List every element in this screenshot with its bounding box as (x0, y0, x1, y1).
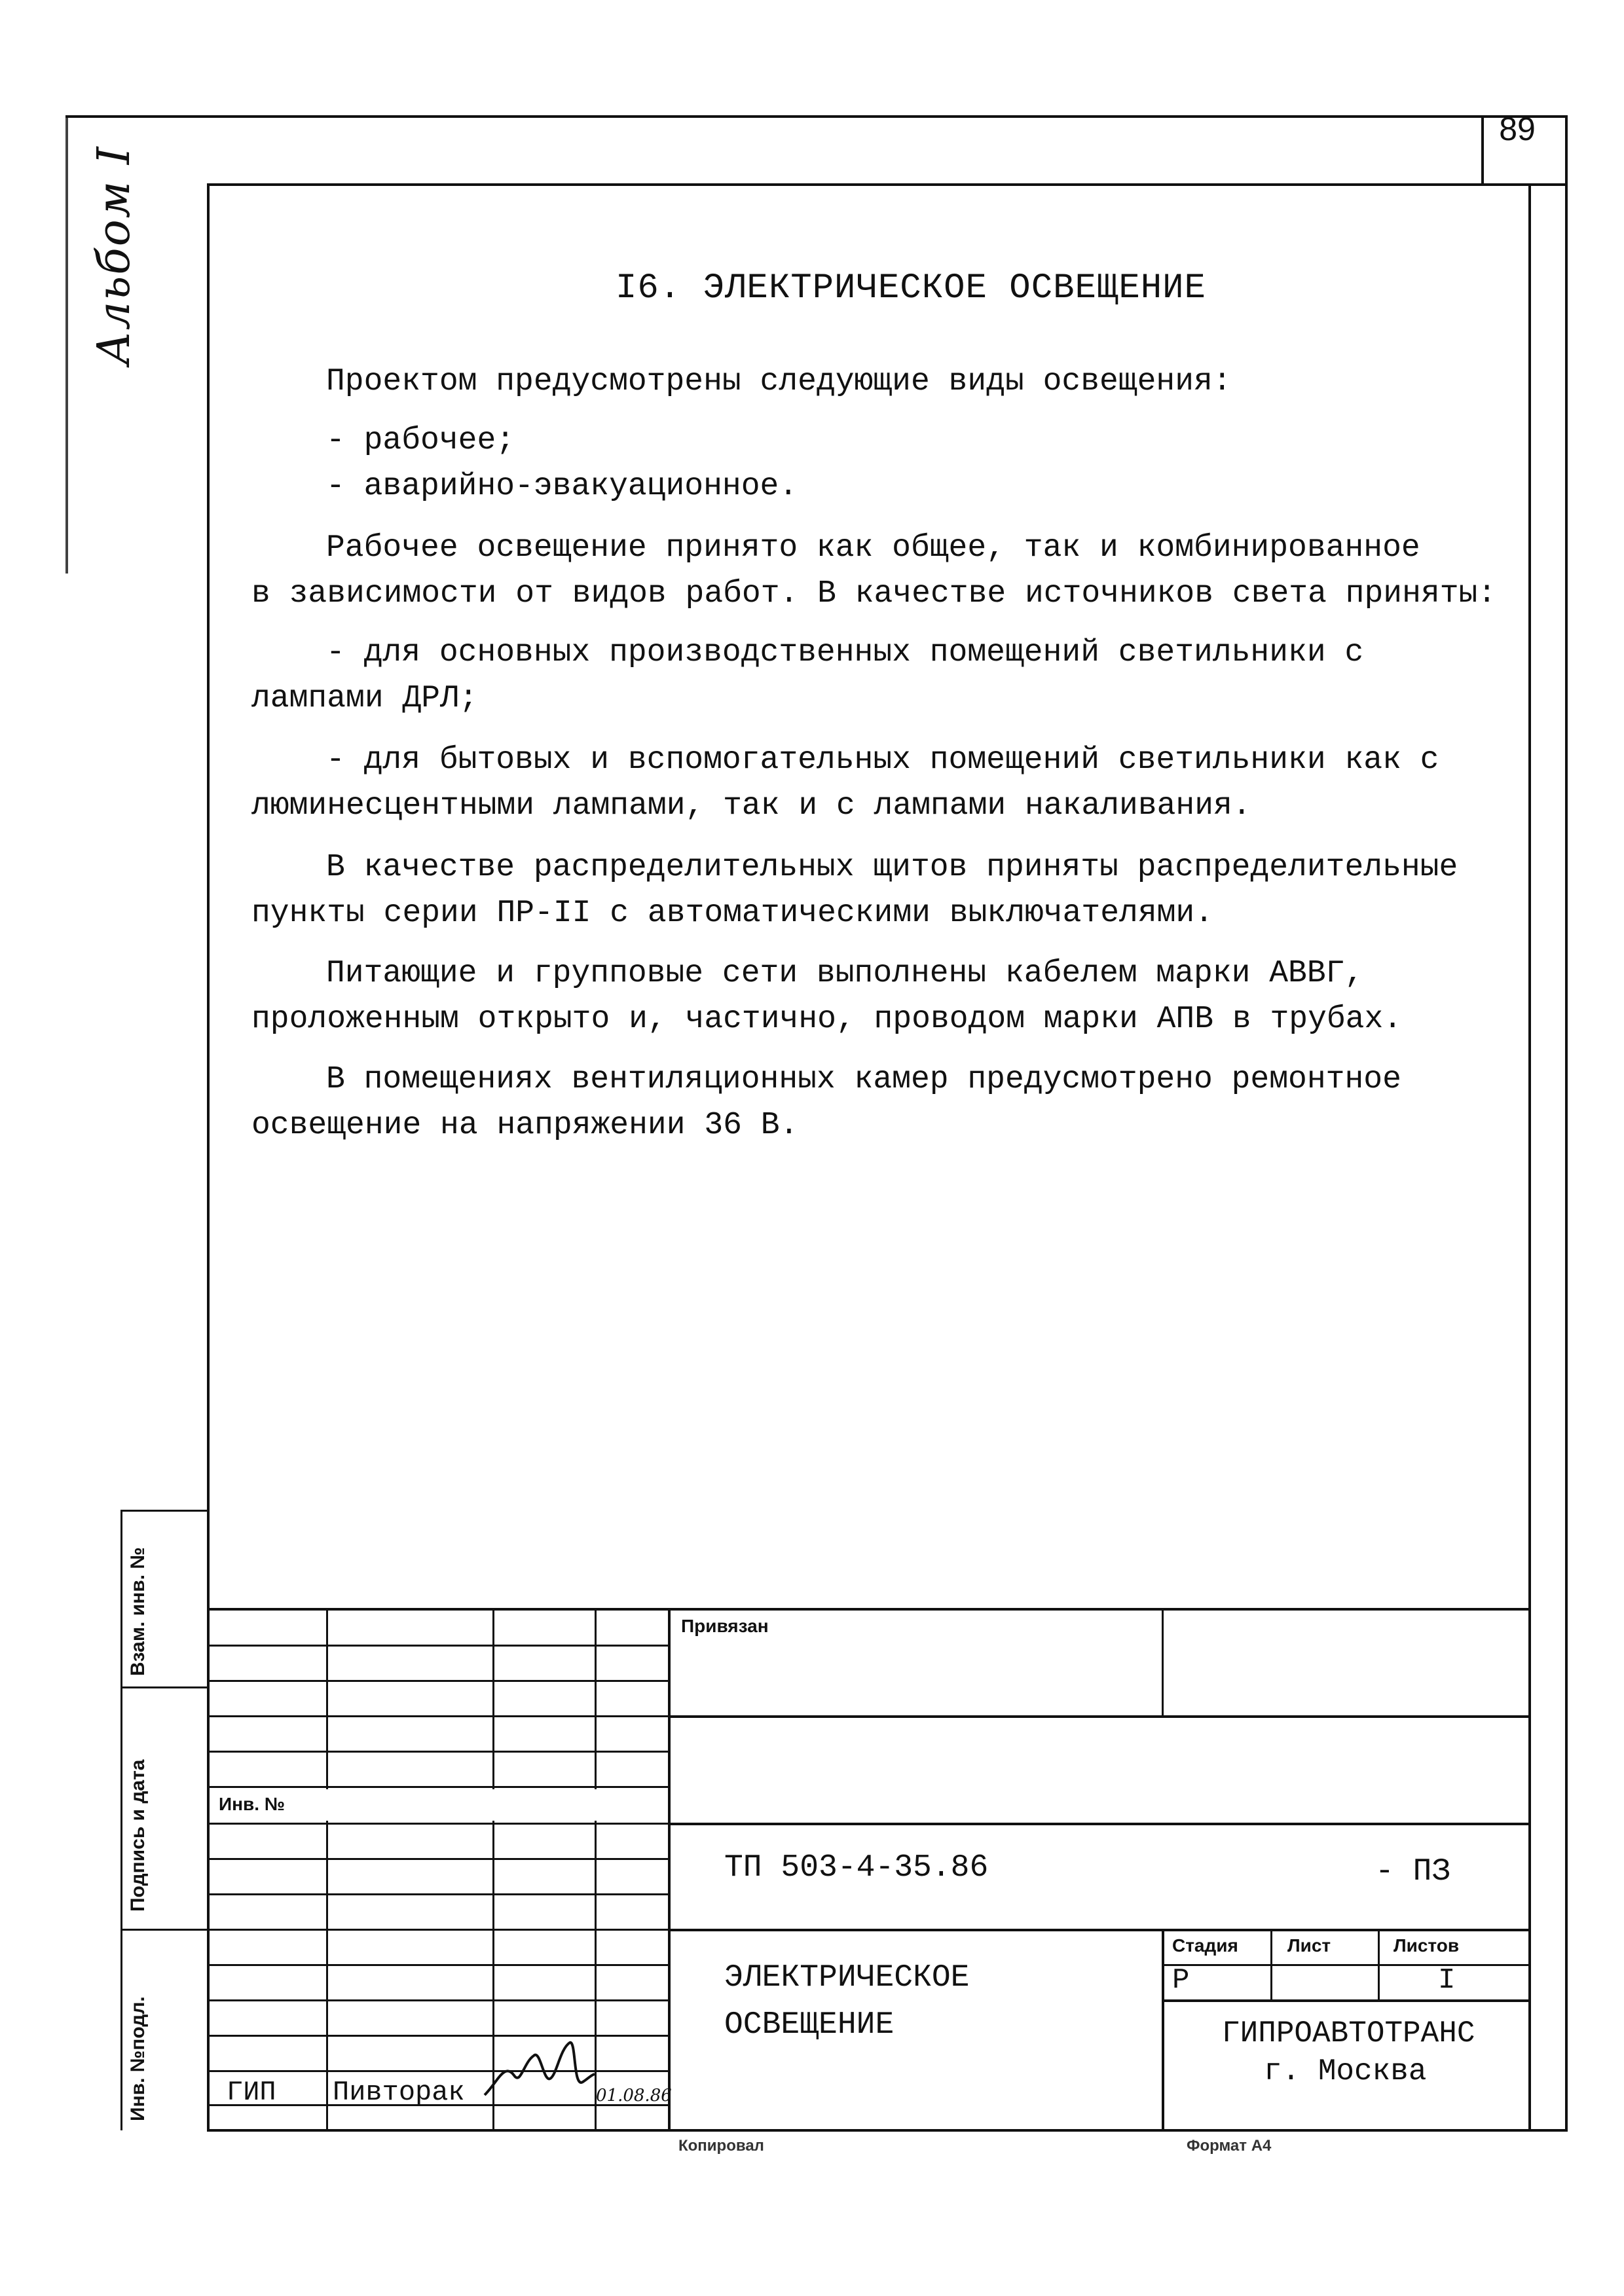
paragraph-line: пункты серии ПР-II с автоматическими выключателями. (251, 896, 1214, 931)
frame-right (1528, 183, 1531, 2130)
side-stamp-divider (120, 1686, 208, 1688)
grid-row (207, 1645, 669, 1647)
album-label: Альбом I (88, 145, 140, 365)
doc-title-line1: ЭЛЕКТРИЧЕСКОЕ (724, 1960, 970, 1995)
grid-row (207, 1858, 669, 1860)
organization-name: ГИПРОАВТОТРАНС (1222, 2016, 1475, 2050)
stage-header: Стадия (1172, 1935, 1238, 1956)
grid-row (207, 1929, 669, 1931)
inv-podl-label: Инв. №подл. (127, 1996, 149, 2121)
sheet-header: Лист (1287, 1935, 1331, 1956)
grid-row (207, 1786, 669, 1788)
stage-header-row (1162, 1964, 1530, 1966)
title-row-3 (668, 1929, 1530, 1931)
paragraph-line: проложенным открыто и, частично, проводом марки АПВ в трубах. (251, 1002, 1403, 1037)
paragraph-line: лампами ДРЛ; (251, 681, 478, 716)
grid-row (207, 1823, 669, 1825)
person-name: Пивторак (333, 2077, 465, 2108)
grid-col (326, 1608, 328, 2129)
grid-row (207, 1893, 669, 1895)
title-block-top (207, 1608, 1530, 1611)
frame-top (207, 183, 1566, 186)
role-gip: ГИП (227, 2077, 276, 2108)
paragraph-line: Проектом предусмотрены следующие виды освещения: (326, 364, 1232, 399)
frame-right-outer (1565, 115, 1568, 2132)
sheets-value: I (1438, 1964, 1456, 1997)
list-item: - для бытовых и вспомогательных помещений светильники как с (326, 742, 1439, 778)
grid-row (207, 1964, 669, 1966)
grid-col-main (668, 1608, 671, 2129)
grid-row (207, 1751, 669, 1753)
section-title: I6. ЭЛЕКТРИЧЕСКОЕ ОСВЕЩЕНИЕ (616, 268, 1206, 308)
grid-row (207, 1715, 669, 1717)
privyazan-label: Привязан (681, 1616, 769, 1636)
list-item: - для основных производственных помещений светильники с (326, 635, 1364, 670)
page-number: 89 (1499, 111, 1536, 147)
title-row-2 (668, 1823, 1530, 1825)
organization-city: г. Москва (1264, 2054, 1427, 2088)
paragraph-line: В помещениях вентиляционных камер предусмотрено ремонтное (326, 1062, 1401, 1097)
side-stamp-divider (120, 1929, 208, 1931)
privyazan-divider (1162, 1608, 1164, 1715)
stage-block-left (1162, 1929, 1164, 2129)
frame-top-outer (65, 115, 1566, 118)
paragraph-line: Рабочее освещение принято как общее, так и комбинированное (326, 530, 1420, 566)
grid-row (207, 2035, 669, 2037)
vzam-inv-label: Взам. инв. № (127, 1547, 149, 1676)
paragraph-line: люминесцентными лампами, так и с лампами накаливания. (251, 788, 1251, 824)
grid-row (207, 2070, 669, 2072)
inv-no-label: Инв. № (219, 1794, 286, 1814)
copied-label: Копировал (678, 2137, 764, 2155)
document-code: ТП 503-4-35.86 (724, 1850, 989, 1886)
paragraph-line: Питающие и групповые сети выполнены кабелем марки АВВГ, (326, 956, 1364, 991)
paragraph-line: освещение на напряжении 36 В. (251, 1108, 799, 1143)
doc-title-line2: ОСВЕЩЕНИЕ (724, 2007, 895, 2043)
podpis-data-label: Подпись и дата (127, 1759, 149, 1912)
frame-bottom (207, 2129, 1566, 2132)
grid-row (207, 1999, 669, 2001)
paragraph-line: В качестве распределительных щитов приняты распределительные (326, 850, 1458, 885)
stage-value: Р (1172, 1964, 1190, 1997)
frame-left (207, 183, 210, 2130)
signature (478, 2036, 596, 2108)
document-suffix: - ПЗ (1375, 1854, 1451, 1889)
sign-date: 01.08.86 (596, 2086, 672, 2105)
sheets-header: Листов (1393, 1935, 1460, 1956)
title-row-1 (668, 1715, 1530, 1718)
grid-row (207, 1680, 669, 1682)
stage-bottom-row (1162, 1999, 1530, 2002)
side-stamp-top (120, 1510, 208, 1512)
side-stamp-left (120, 1510, 122, 2130)
frame-left-outer (65, 115, 68, 574)
format-label: Формат А4 (1187, 2137, 1272, 2155)
list-item: - рабочее; (326, 423, 515, 458)
paragraph-line: в зависимости от видов работ. В качестве источников света приняты: (251, 576, 1497, 611)
list-item: - аварийно-эвакуационное. (326, 469, 798, 504)
